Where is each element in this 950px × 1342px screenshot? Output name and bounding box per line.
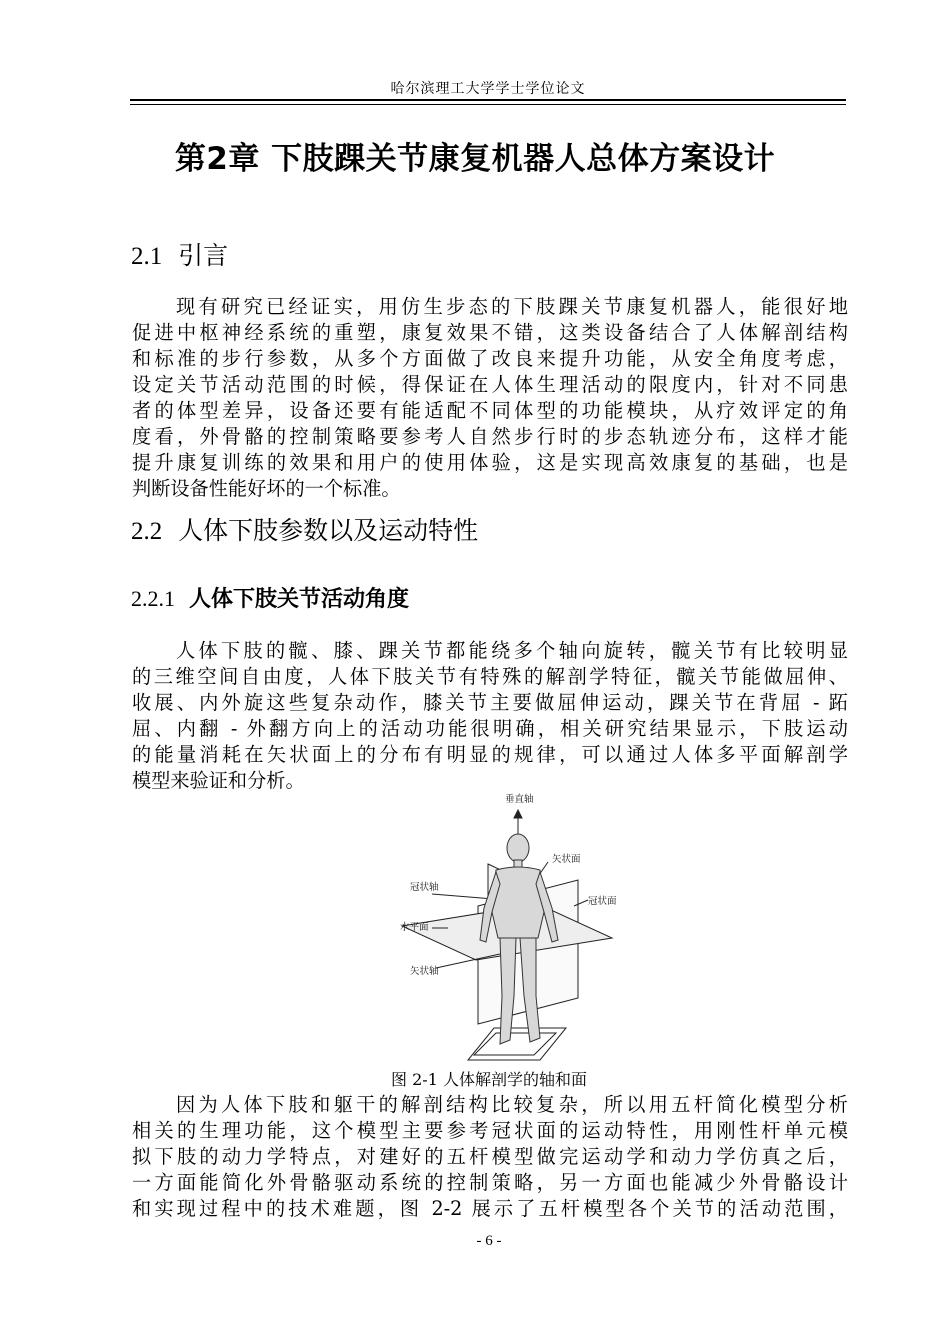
subsection-heading-joint-angle [131,582,409,613]
text-line: 促进中枢神经系统的重塑，康复效果不错，这类设备结合了人体解剖结构 [132,321,848,344]
chapter-title: 第2章 下肢踝关节康复机器人总体方案设计 [174,141,776,177]
paragraph-introduction [132,294,848,502]
text-line: 度看，外骨骼的控制策略要参考人自然步行时的步态轨迹分布，这样才能 [132,425,848,448]
subsection-number: 2.2.1 [131,586,175,611]
header-rule-thick [130,99,846,101]
text-line: 判断设备性能好坏的一个标准。 [132,477,401,500]
text-line: 相关的生理功能，这个模型主要参考冠状面的运动特性，用刚性杆单元模 [132,1119,848,1142]
label-vertical-axis: 垂直轴 [505,795,534,805]
anatomy-axes-planes-figure [388,788,628,1066]
text-line: 一方面能简化外骨骼驱动系统的控制策略，另一方面也能减少外骨骼设计 [132,1171,848,1194]
text-line: 设定关节活动范围的时候，得保证在人体生理活动的限度内，针对不同患 [132,373,848,396]
page-number: - 6 - [476,1233,502,1249]
text-line: 者的体型差异，设备还要有能适配不同体型的功能模块，从疗效评定的角 [132,399,848,422]
text-line: 收展、内外旋这些复杂动作，膝关节主要做屈伸运动，踝关节在背屈 - 跖 [132,691,848,714]
text-line: 和实现过程中的技术难题，图 2-2 展示了五杆模型各个关节的活动范围， [132,1197,848,1220]
text-line: 因为人体下肢和躯干的解剖结构比较复杂，所以用五杆简化模型分析 [176,1093,848,1116]
subsection-title: 人体下肢关节活动角度 [189,587,410,612]
text-line: 的能量消耗在矢状面上的分布有明显的规律，可以通过人体多平面解剖学 [132,743,848,766]
section-title: 人体下肢参数以及运动特性 [178,516,479,545]
label-horizontal-plane: 水平面 [400,923,429,933]
text-line: 人体下肢的髋、膝、踝关节都能绕多个轴向旋转，髋关节有比较明显 [176,639,848,662]
figure-caption: 图 2-1 人体解剖学的轴和面 [391,1070,587,1089]
text-line: 的三维空间自由度，人体下肢关节有特殊的解剖学特征，髋关节能做屈伸、 [132,665,848,688]
text-line: 屈、内翻 - 外翻方向上的活动功能很明确，相关研究结果显示，下肢运动 [132,717,848,740]
text-line: 和标准的步行参数，从多个方面做了改良来提升功能，从安全角度考虑， [132,347,848,370]
text-line: 模型来验证和分析。 [132,769,305,792]
label-sagittal-plane: 矢状面 [552,855,581,865]
section-heading-lower-limb [131,511,478,547]
running-header: 哈尔滨理工大学学士学位论文 [390,81,586,97]
label-coronal-plane: 冠状面 [588,897,617,907]
section-heading-introduction [131,236,228,272]
header-rule-thin [130,104,846,105]
section-number: 2.1 [131,243,163,270]
section-number: 2.2 [131,518,163,545]
label-sagittal-axis: 矢状轴 [410,967,439,977]
text-line: 提升康复训练的效果和用户的使用体验，这是实现高效康复的基础，也是 [132,451,848,474]
section-title: 引言 [178,241,229,270]
base-platform-inner [474,1033,556,1055]
text-line: 拟下肢的动力学特点，对建好的五杆模型做完运动学和动力学仿真之后， [132,1145,848,1168]
paragraph-five-bar-model [132,1092,848,1222]
paragraph-joint-motion [132,638,848,794]
label-coronal-axis: 冠状轴 [410,883,439,893]
text-line: 现有研究已经证实，用仿生步态的下肢踝关节康复机器人，能很好地 [176,295,848,318]
vertical-axis-arrowhead [514,810,522,818]
